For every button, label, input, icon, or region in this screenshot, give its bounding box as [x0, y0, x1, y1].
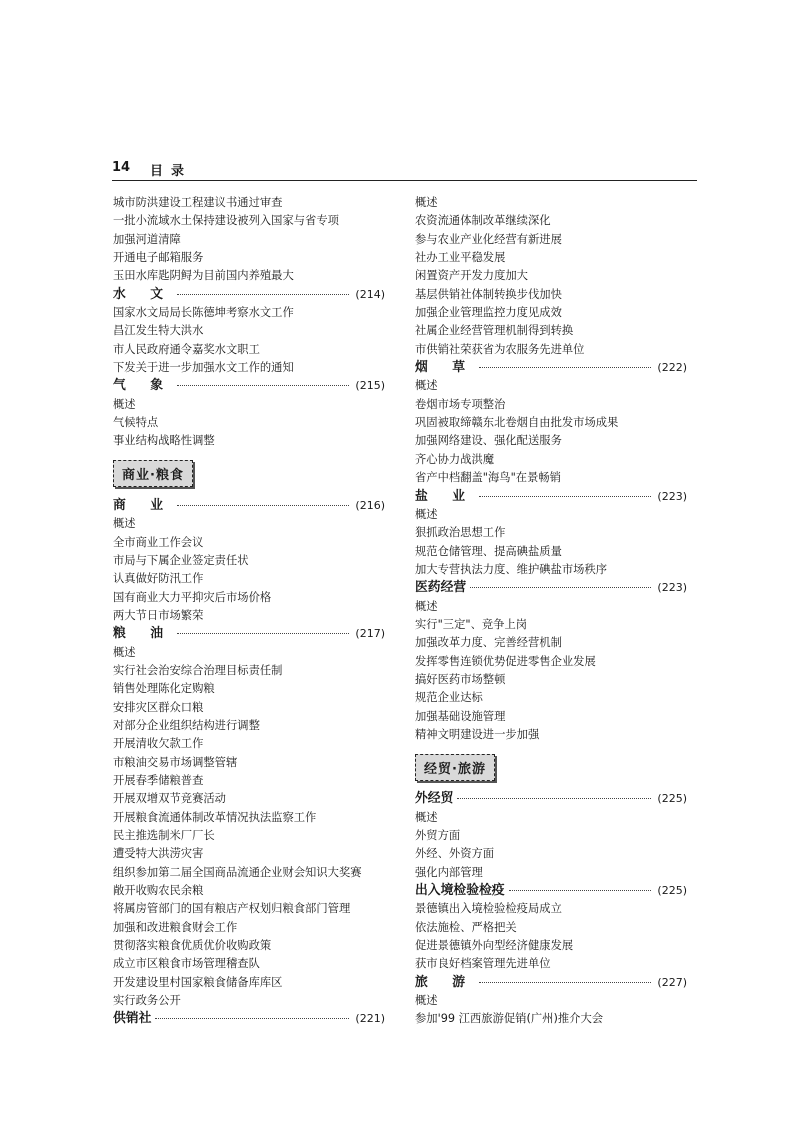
- toc-item[interactable]: 搞好医药市场整顿: [415, 672, 506, 686]
- section-page-number: (225): [657, 884, 687, 898]
- dot-leader: [479, 496, 651, 497]
- toc-item[interactable]: 加大专营执法力度、维护碘盐市场秩序: [415, 562, 608, 576]
- section-title: 出入境检验检疫: [415, 883, 505, 899]
- section-title: 水 文: [113, 286, 174, 302]
- toc-item[interactable]: 基层供销社体制转换步伐加快: [415, 287, 562, 301]
- section-title: 供销社: [113, 1011, 152, 1027]
- toc-item[interactable]: 加强基础设施管理: [415, 709, 506, 723]
- toc-item[interactable]: 社办工业平稳发展: [415, 251, 506, 265]
- toc-item[interactable]: 闲置资产开发力度加大: [415, 269, 528, 283]
- section-page-number: (223): [657, 489, 687, 503]
- toc-item[interactable]: 国有商业大力平抑灾后市场价格: [113, 590, 272, 604]
- toc-item[interactable]: 齐心协力战洪魔: [415, 452, 495, 466]
- dot-leader: [177, 505, 349, 506]
- toc-item[interactable]: 销售处理陈化定购粮: [113, 682, 215, 696]
- toc-item[interactable]: 参与农业产业化经营有新进展: [415, 232, 562, 246]
- toc-section[interactable]: [113, 286, 385, 304]
- toc-item[interactable]: 规范企业达标: [415, 691, 483, 705]
- toc-item[interactable]: 获市良好档案管理先进单位: [415, 957, 551, 971]
- toc-item[interactable]: 安排灾区群众口粮: [113, 700, 204, 714]
- section-page-number: (217): [355, 627, 385, 641]
- section-page-number: (215): [355, 379, 385, 393]
- toc-item[interactable]: 巩固被取缔赣东北卷烟自由批发市场成果: [415, 416, 619, 430]
- toc-item[interactable]: 国家水文局局长陈德坤考察水文工作: [113, 306, 294, 320]
- toc-item[interactable]: 开展清收欠款工作: [113, 737, 204, 751]
- toc-section[interactable]: [113, 1010, 385, 1028]
- toc-item[interactable]: 玉田水库匙阴鲟为目前国内养殖最大: [113, 269, 294, 283]
- toc-item[interactable]: 概述: [113, 397, 136, 411]
- section-page-number: (214): [355, 287, 385, 301]
- toc-column-left: [113, 194, 385, 1029]
- toc-item[interactable]: 省产中档翻盖"海鸟"在景畅销: [415, 471, 561, 485]
- dot-leader: [479, 367, 651, 368]
- page-number: 14: [112, 160, 131, 175]
- toc-item[interactable]: 市人民政府通令嘉奖水文职工: [113, 342, 260, 356]
- toc-item[interactable]: 强化内部管理: [415, 865, 483, 879]
- toc-item[interactable]: 概述: [113, 645, 136, 659]
- toc-item[interactable]: 精神文明建设进一步加强: [415, 727, 540, 741]
- dot-leader: [509, 890, 652, 891]
- toc-item[interactable]: 下发关于进一步加强水文工作的通知: [113, 361, 294, 375]
- toc-section[interactable]: [113, 377, 385, 395]
- section-title: 商 业: [113, 497, 174, 513]
- toc-section[interactable]: [415, 359, 687, 377]
- toc-item[interactable]: 景德镇出入境检验检疫局成立: [415, 902, 562, 916]
- toc-item[interactable]: 市供销社荣获省为农服务先进单位: [415, 342, 585, 356]
- toc-item[interactable]: 事业结构战略性调整: [113, 434, 215, 448]
- section-title: 粮 油: [113, 626, 174, 642]
- toc-item[interactable]: 开展双增双节竞赛活动: [113, 792, 226, 806]
- toc-item[interactable]: 成立市区粮食市场管理稽查队: [113, 957, 260, 971]
- section-title: 烟 草: [415, 360, 476, 376]
- toc-category: [415, 744, 687, 790]
- page-header: [112, 160, 697, 180]
- toc-item[interactable]: 狠抓政治思想工作: [415, 526, 506, 540]
- dot-leader: [177, 294, 349, 295]
- toc-item[interactable]: 参加'99 江西旅游促销(广州)推介大会: [415, 1012, 604, 1026]
- section-page-number: (223): [657, 581, 687, 595]
- toc-item[interactable]: 实行"三定"、竞争上岗: [415, 617, 528, 631]
- toc-item[interactable]: 敞开收购农民余粮: [113, 884, 204, 898]
- toc-item[interactable]: 实行社会治安综合治理目标责任制: [113, 663, 283, 677]
- toc-category: [113, 451, 385, 497]
- toc-item[interactable]: 概述: [415, 810, 438, 824]
- toc-item[interactable]: 卷烟市场专项整治: [415, 397, 506, 411]
- toc-section[interactable]: [415, 488, 687, 506]
- toc-item[interactable]: 开展粮食流通体制改革情况执法监察工作: [113, 810, 317, 824]
- toc-item[interactable]: 加强河道清障: [113, 232, 181, 246]
- toc-section[interactable]: [415, 882, 687, 900]
- category-label[interactable]: 商业·粮食: [113, 460, 193, 487]
- toc-column-right: [415, 194, 687, 1029]
- toc-item[interactable]: 加强和改进粮食财会工作: [113, 920, 238, 934]
- section-page-number: (222): [657, 361, 687, 375]
- toc-section[interactable]: [415, 790, 687, 808]
- toc-item[interactable]: 市粮油交易市场调整管辖: [113, 755, 238, 769]
- toc-item[interactable]: 加强改革力度、完善经营机制: [415, 636, 562, 650]
- section-page-number: (225): [657, 792, 687, 806]
- dot-leader: [177, 633, 349, 634]
- toc-item[interactable]: 组织参加第二届全国商品流通企业财会知识大奖赛: [113, 865, 362, 879]
- page-title: 目录: [150, 164, 193, 179]
- section-title: 外经贸: [415, 791, 454, 807]
- toc-item[interactable]: 市局与下属企业签定责任状: [113, 553, 249, 567]
- section-title: 医药经营: [415, 580, 467, 596]
- toc-item[interactable]: 开展春季储粮普查: [113, 773, 204, 787]
- section-page-number: (216): [355, 498, 385, 512]
- toc-item[interactable]: 发挥零售连锁优势促进零售企业发展: [415, 654, 596, 668]
- header-rule: [112, 180, 697, 181]
- toc-item[interactable]: 促进景德镇外向型经济健康发展: [415, 939, 574, 953]
- toc-item[interactable]: 规范仓储管理、提高碘盐质量: [415, 544, 562, 558]
- toc-item[interactable]: 气候特点: [113, 416, 159, 430]
- toc-item[interactable]: 两大节日市场繁荣: [113, 608, 204, 622]
- toc-section[interactable]: [415, 579, 687, 597]
- toc-item[interactable]: 概述: [415, 507, 438, 521]
- toc-item[interactable]: 认真做好防汛工作: [113, 572, 204, 586]
- dot-leader: [479, 982, 651, 983]
- toc-item[interactable]: 开发建设里村国家粮食储备库库区: [113, 975, 283, 989]
- toc-item[interactable]: 农资流通体制改革继续深化: [415, 214, 551, 228]
- dot-leader: [177, 385, 349, 386]
- dot-leader: [470, 587, 651, 588]
- toc-item[interactable]: 一批小流域水土保持建设被列入国家与省专项: [113, 214, 339, 228]
- toc-item[interactable]: 全市商业工作会议: [113, 535, 204, 549]
- toc-item[interactable]: 遭受特大洪涝灾害: [113, 847, 204, 861]
- toc-item[interactable]: 昌江发生特大洪水: [113, 324, 204, 338]
- dot-leader: [457, 798, 651, 799]
- section-title: 气 象: [113, 378, 174, 394]
- toc-item[interactable]: 对部分企业组织结构进行调整: [113, 718, 260, 732]
- toc-item[interactable]: 贯彻落实粮食优质优价收购政策: [113, 939, 272, 953]
- toc-item[interactable]: 外经、外资方面: [415, 847, 495, 861]
- section-title: 盐 业: [415, 488, 476, 504]
- toc-item[interactable]: 社属企业经营管理机制得到转换: [415, 324, 574, 338]
- toc-item[interactable]: 将属房管部门的国有粮店产权划归粮食部门管理: [113, 902, 351, 916]
- toc-item[interactable]: 开通电子邮箱服务: [113, 251, 204, 265]
- section-page-number: (221): [355, 1012, 385, 1026]
- section-page-number: (227): [657, 975, 687, 989]
- category-label[interactable]: 经贸·旅游: [415, 754, 495, 781]
- toc-item[interactable]: 民主推选制米厂厂长: [113, 829, 215, 842]
- toc-item[interactable]: 外贸方面: [415, 829, 461, 842]
- toc-item[interactable]: 概述: [415, 379, 438, 393]
- toc-item[interactable]: 概述: [415, 196, 438, 209]
- toc-item[interactable]: 城市防洪建设工程建议书通过审查: [113, 196, 283, 209]
- toc-item[interactable]: 加强网络建设、强化配送服务: [415, 434, 562, 448]
- dot-leader: [155, 1018, 349, 1019]
- toc-section[interactable]: [113, 497, 385, 515]
- toc-item[interactable]: 概述: [113, 517, 136, 531]
- toc-item[interactable]: 加强企业管理监控力度见成效: [415, 306, 562, 320]
- toc-item[interactable]: 概述: [415, 599, 438, 613]
- toc-section[interactable]: [415, 974, 687, 992]
- section-title: 旅 游: [415, 974, 476, 990]
- toc-item[interactable]: 概述: [415, 994, 438, 1008]
- toc-item[interactable]: 依法施检、严格把关: [415, 920, 517, 934]
- toc-item[interactable]: 实行政务公开: [113, 994, 181, 1008]
- toc-section[interactable]: [113, 625, 385, 643]
